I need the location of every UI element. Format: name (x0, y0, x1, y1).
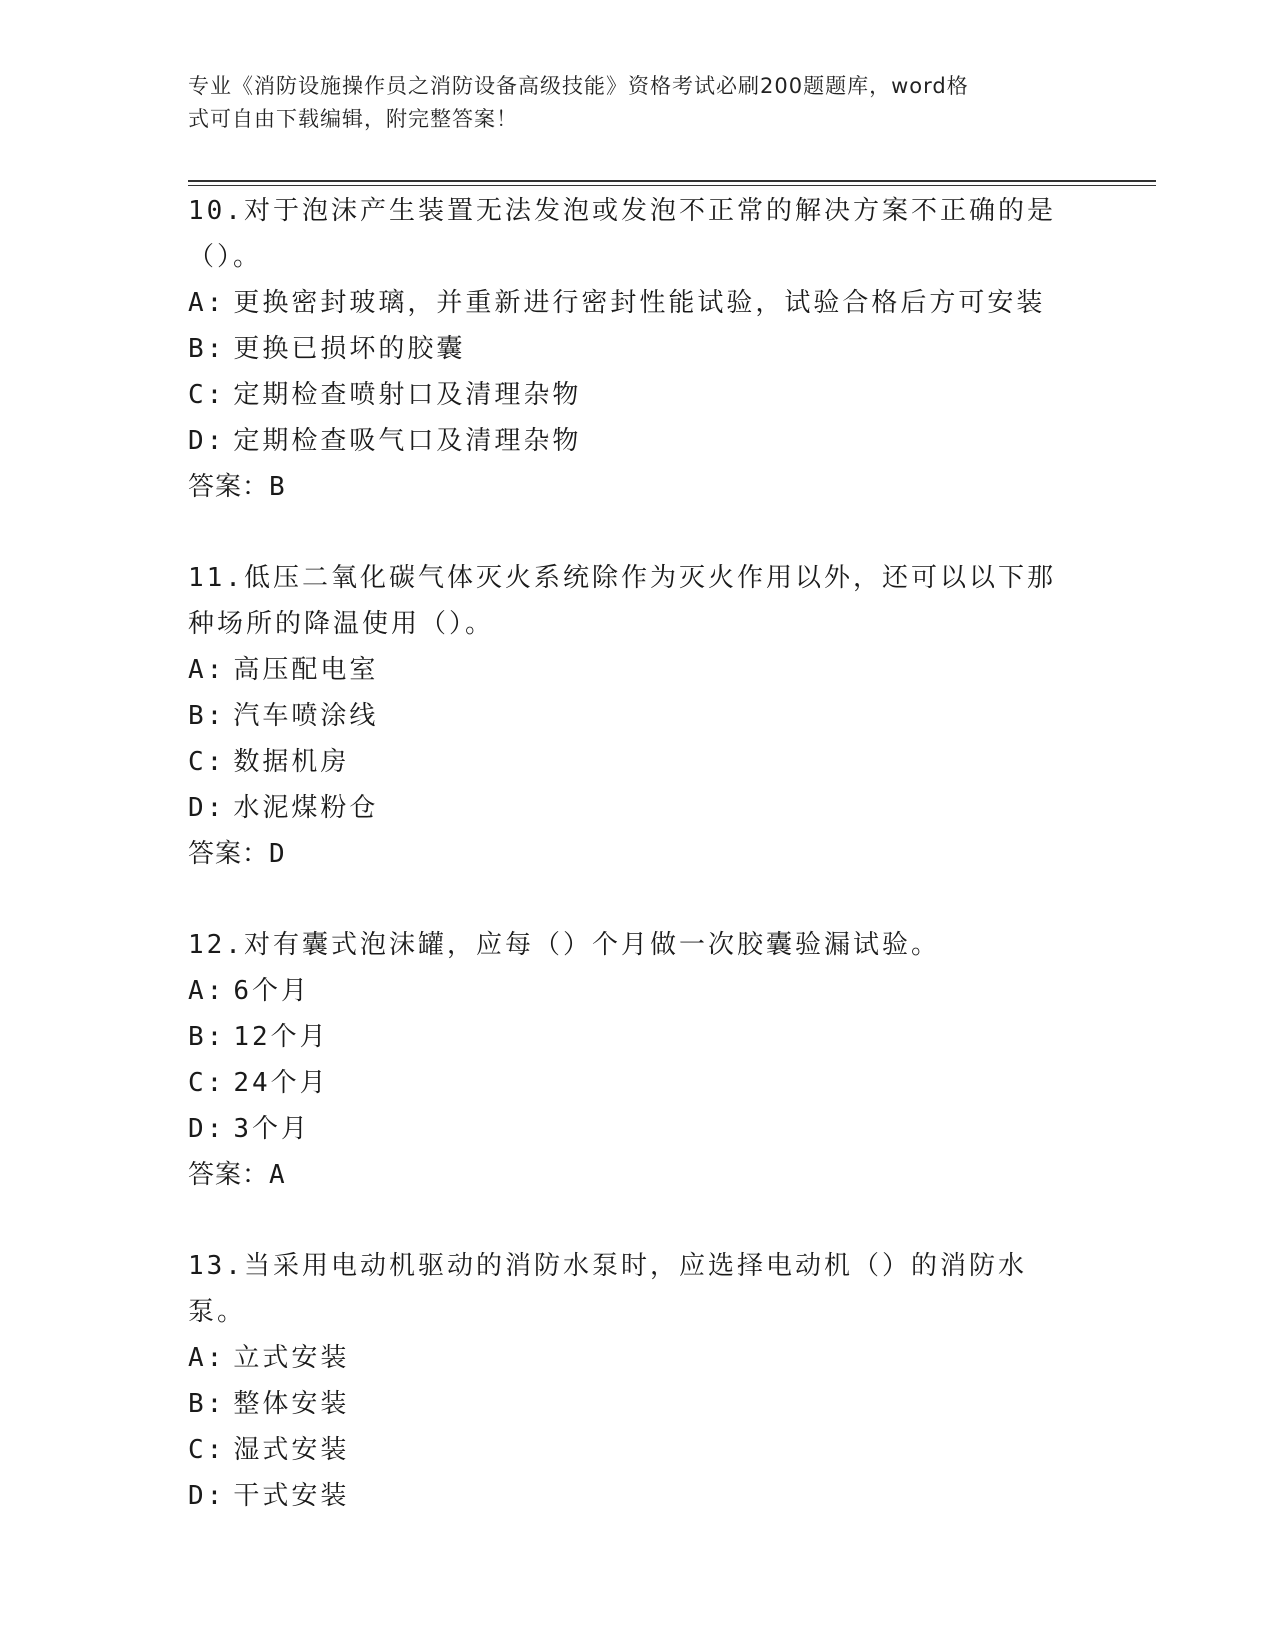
option-letter: D (188, 1481, 207, 1511)
answer-line (188, 464, 1068, 510)
option-letter: D (188, 426, 207, 456)
option-letter: A (188, 288, 207, 318)
option-text: 3个月 (233, 1114, 310, 1144)
option-c: C: 定期检查喷射口及清理杂物 (188, 380, 582, 410)
answer-value: D (269, 839, 286, 869)
option-letter: A (188, 655, 207, 685)
answer-label: 答案： (188, 839, 270, 869)
option-b: B: 12个月 (188, 1022, 329, 1052)
option-text: 更换已损坏的胶囊 (233, 334, 466, 364)
option-letter: C (188, 747, 207, 777)
option-text: 立式安装 (233, 1343, 350, 1373)
option-a: A: 高压配电室 (188, 655, 379, 685)
option-letter: B (188, 1389, 207, 1419)
option-c: C: 数据机房 (188, 747, 350, 777)
header-line-1: 专业《消防设施操作员之消防设备高级技能》资格考试必刷200题题库，word格 (188, 74, 969, 98)
question-spacer (188, 510, 1068, 555)
option-d: D: 定期检查吸气口及清理杂物 (188, 426, 582, 456)
answer-label: 答案： (188, 1160, 270, 1190)
option-a: A: 更换密封玻璃，并重新进行密封性能试验，试验合格后方可安装 (188, 288, 1046, 318)
option-letter: C (188, 1435, 207, 1465)
option-c: C: 湿式安装 (188, 1435, 350, 1465)
answer-value: B (269, 472, 286, 502)
option-letter: A (188, 976, 207, 1006)
option-d: D: 干式安装 (188, 1481, 350, 1511)
question-12 (188, 922, 1068, 1198)
answer-label: 答案： (188, 472, 270, 502)
option-letter: D (188, 1114, 207, 1144)
option-text: 数据机房 (233, 747, 350, 777)
option-c: C: 24个月 (188, 1068, 329, 1098)
question-10 (188, 188, 1068, 510)
answer-value: A (269, 1160, 286, 1190)
option-text: 6个月 (233, 976, 310, 1006)
option-letter: C (188, 1068, 207, 1098)
option-text: 24个月 (233, 1068, 329, 1098)
option-text: 汽车喷涂线 (233, 701, 379, 731)
option-letter: A (188, 1343, 207, 1373)
question-list (188, 188, 1068, 1519)
question-stem: 11.低压二氧化碳气体灭火系统除作为灭火作用以外，还可以以下那种场所的降温使用（）。 (188, 563, 1056, 639)
option-d: D: 3个月 (188, 1114, 310, 1144)
header-line-2: 式可自由下载编辑，附完整答案！ (188, 107, 518, 131)
document-header (188, 70, 1068, 136)
option-a: A: 6个月 (188, 976, 310, 1006)
option-letter: C (188, 380, 207, 410)
answer-line (188, 831, 1068, 877)
option-text: 干式安装 (233, 1481, 350, 1511)
option-letter: D (188, 793, 207, 823)
question-spacer (188, 877, 1068, 922)
option-text: 高压配电室 (233, 655, 379, 685)
header-divider-thick (188, 180, 1156, 182)
question-spacer (188, 1198, 1068, 1243)
option-letter: B (188, 1022, 207, 1052)
answer-line (188, 1152, 1068, 1198)
option-letter: B (188, 701, 207, 731)
option-b: B: 整体安装 (188, 1389, 350, 1419)
option-text: 水泥煤粉仓 (233, 793, 379, 823)
option-text: 定期检查吸气口及清理杂物 (233, 426, 582, 456)
question-13 (188, 1243, 1068, 1519)
option-text: 湿式安装 (233, 1435, 350, 1465)
option-a: A: 立式安装 (188, 1343, 350, 1373)
header-divider-thin (188, 185, 1156, 186)
option-text: 整体安装 (233, 1389, 350, 1419)
question-11 (188, 555, 1068, 877)
option-letter: B (188, 334, 207, 364)
option-d: D: 水泥煤粉仓 (188, 793, 379, 823)
option-text: 定期检查喷射口及清理杂物 (233, 380, 582, 410)
option-text: 12个月 (233, 1022, 329, 1052)
question-stem: 12.对有囊式泡沫罐，应每（）个月做一次胶囊验漏试验。 (188, 930, 940, 960)
option-text: 更换密封玻璃，并重新进行密封性能试验，试验合格后方可安装 (233, 288, 1046, 318)
option-b: B: 更换已损坏的胶囊 (188, 334, 466, 364)
question-stem: 13.当采用电动机驱动的消防水泵时，应选择电动机（）的消防水泵。 (188, 1251, 1027, 1327)
option-b: B: 汽车喷涂线 (188, 701, 379, 731)
question-stem: 10.对于泡沫产生装置无法发泡或发泡不正常的解决方案不正确的是（）。 (188, 196, 1056, 272)
